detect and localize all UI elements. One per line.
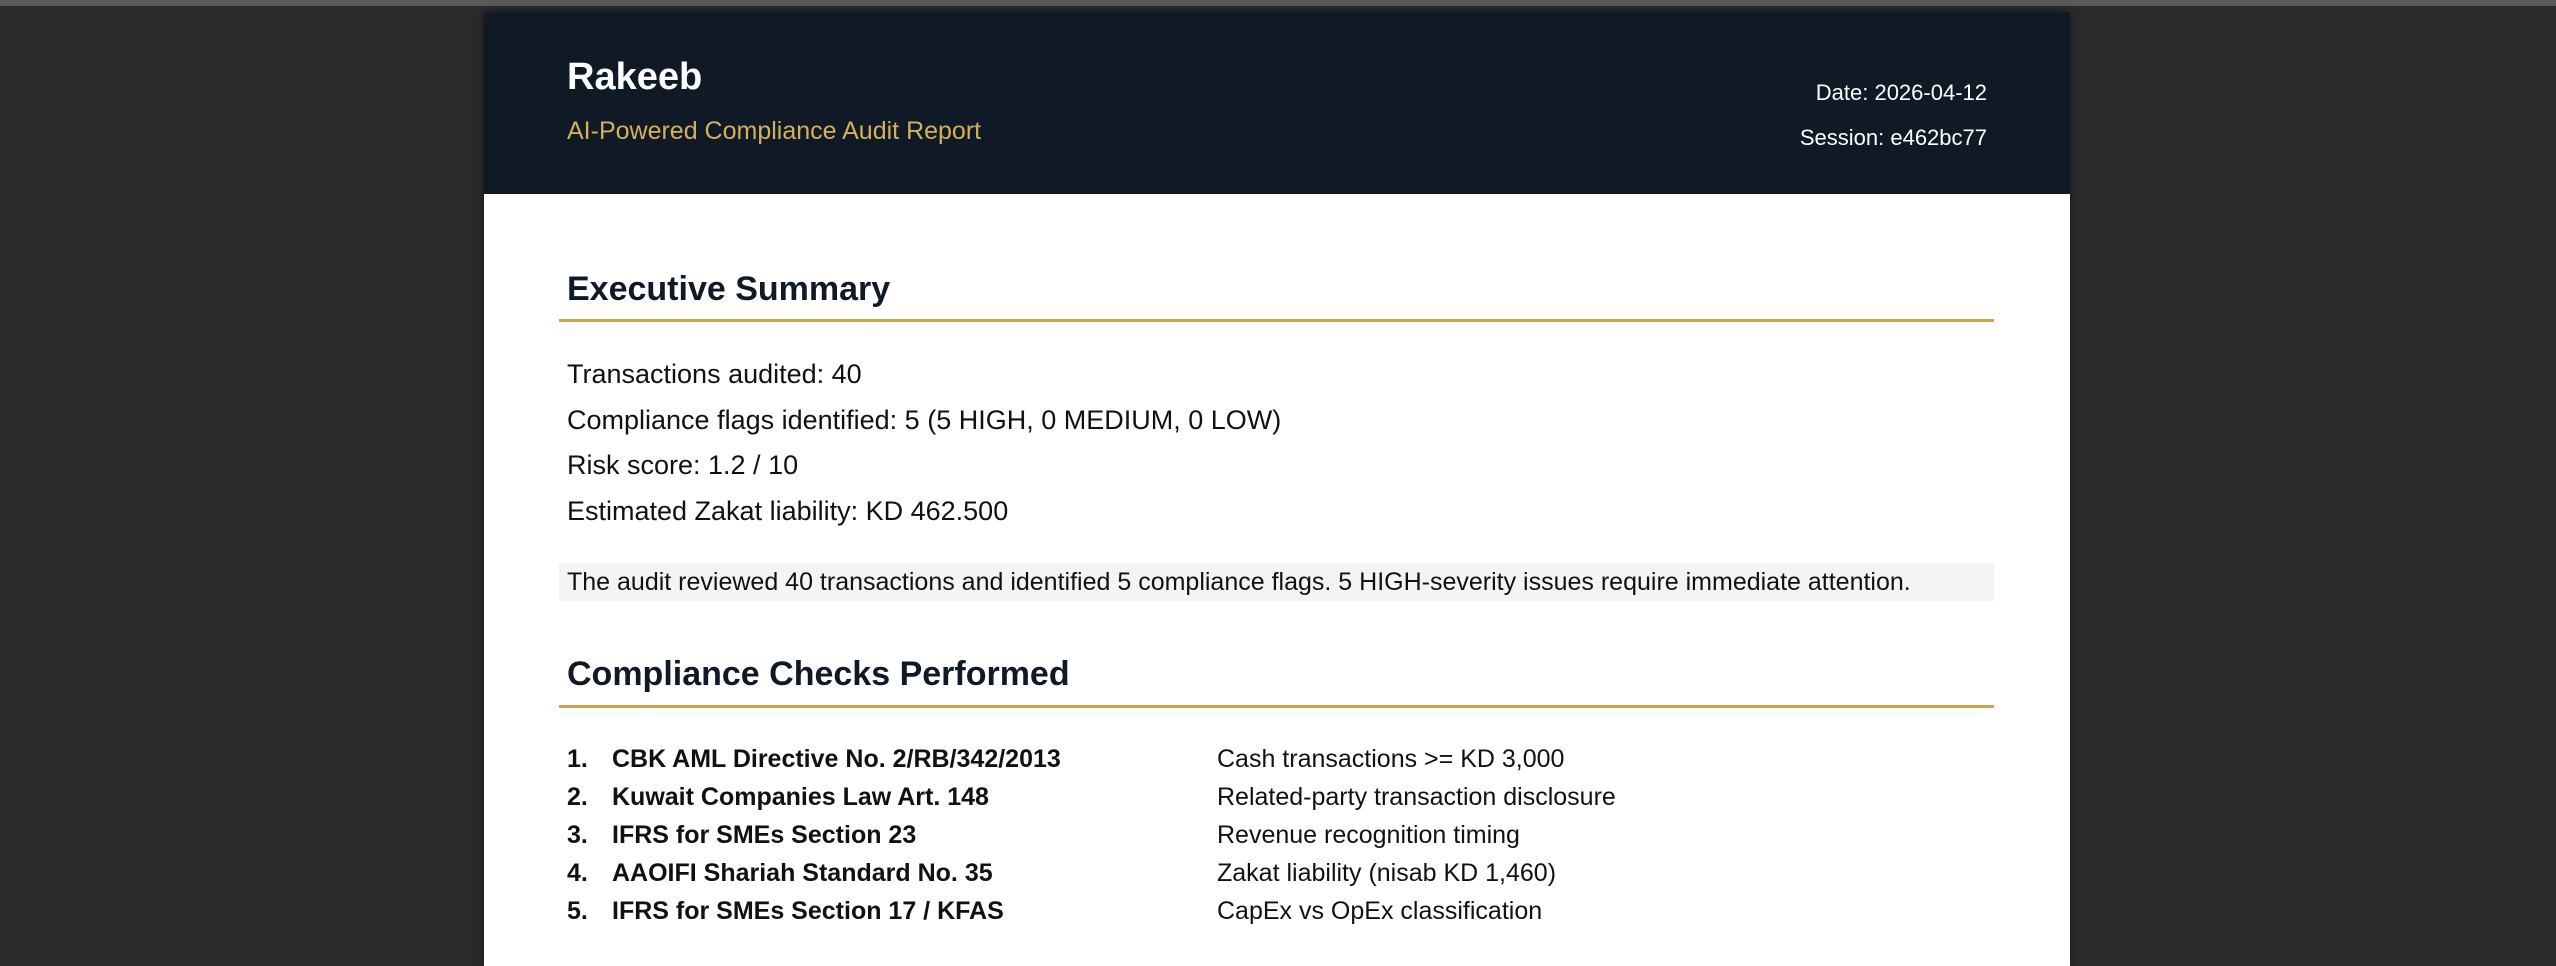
check-regulation: AAOIFI Shariah Standard No. 35 (612, 859, 993, 887)
compliance-checks-heading: Compliance Checks Performed (567, 655, 1070, 693)
check-regulation: Kuwait Companies Law Art. 148 (612, 783, 989, 811)
check-description: Zakat liability (nisab KD 1,460) (1217, 859, 1557, 887)
section-divider (559, 705, 1994, 708)
report-header (484, 12, 2070, 194)
section-divider (559, 319, 1994, 322)
report-session: Session: e462bc77 (1799, 125, 1987, 150)
check-number: 1. (567, 745, 588, 773)
brand-title: Rakeeb (567, 56, 703, 98)
stat-zakat-liability: Estimated Zakat liability: KD 462.500 (567, 495, 1009, 526)
check-regulation: IFRS for SMEs Section 17 / KFAS (612, 897, 1004, 925)
stat-compliance-flags: Compliance flags identified: 5 (5 HIGH, 0 MEDIUM, 0 LOW) (567, 404, 1282, 435)
check-number: 2. (567, 783, 588, 811)
list-item (567, 854, 1987, 892)
executive-summary-heading: Executive Summary (567, 270, 891, 308)
list-item (567, 778, 1987, 816)
list-item (567, 816, 1987, 854)
list-item (567, 740, 1987, 778)
check-description: Cash transactions >= KD 3,000 (1217, 745, 1565, 773)
report-page (484, 12, 2070, 966)
stat-transactions-audited: Transactions audited: 40 (567, 359, 862, 389)
report-meta (1800, 70, 1987, 160)
compliance-checks-list (567, 740, 1987, 930)
summary-note: The audit reviewed 40 transactions and identified 5 compliance flags. 5 HIGH-severity issues require immediate attention. (559, 563, 1994, 601)
report-subtitle: AI-Powered Compliance Audit Report (567, 117, 982, 145)
check-description: Revenue recognition timing (1217, 821, 1520, 849)
check-description: CapEx vs OpEx classification (1217, 897, 1543, 925)
check-number: 4. (567, 859, 588, 887)
stat-risk-score: Risk score: 1.2 / 10 (567, 450, 799, 480)
viewer-toolbar-edge (0, 0, 2556, 6)
check-number: 5. (567, 897, 588, 925)
list-item (567, 892, 1987, 930)
check-description: Related-party transaction disclosure (1217, 783, 1616, 811)
check-number: 3. (567, 821, 588, 849)
report-date: Date: 2026-04-12 (1815, 80, 1987, 105)
check-regulation: IFRS for SMEs Section 23 (612, 821, 917, 849)
check-regulation: CBK AML Directive No. 2/RB/342/2013 (612, 745, 1061, 773)
executive-summary-stats (567, 352, 1281, 534)
